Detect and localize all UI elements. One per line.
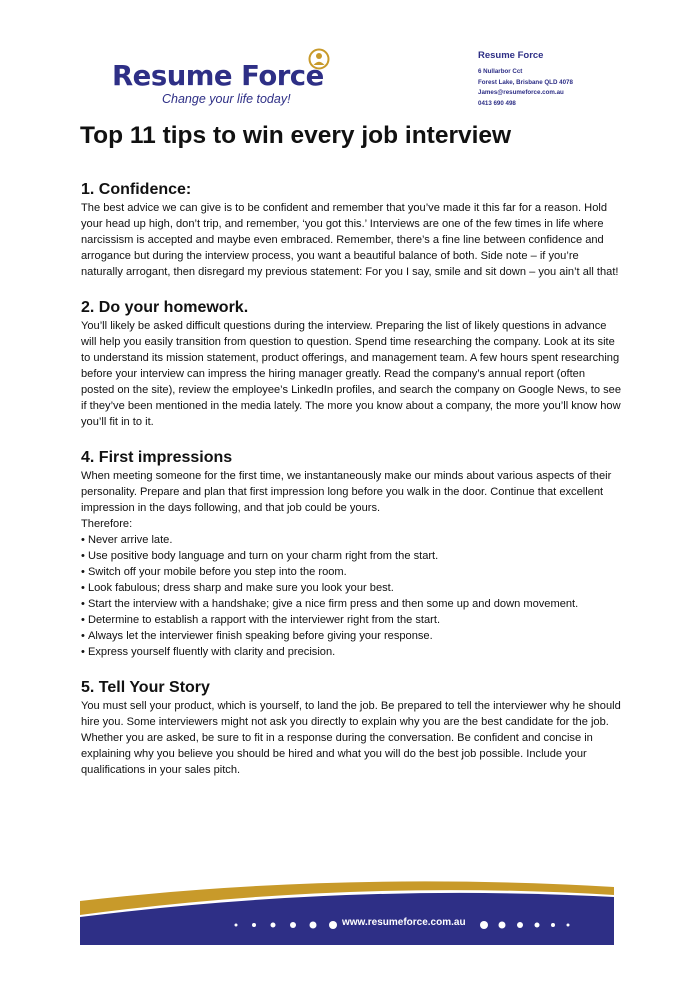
list-item: • Always let the interviewer finish speaking before giving your response. xyxy=(81,628,621,644)
section-paragraph: When meeting someone for the first time, we instantaneously make our minds about various aspects of their personality. Prepare and plan that first impression long before you walk in the door. Continue that excellent impression in the days following, and that job could be yours. xyxy=(81,470,612,514)
contact-block xyxy=(478,50,678,109)
section-confidence xyxy=(81,180,621,280)
footer-website-link[interactable]: www.resumeforce.com.au xyxy=(342,917,466,928)
list-item: • Use positive body language and turn on your charm right from the start. xyxy=(81,548,621,564)
footer-banner xyxy=(80,873,614,945)
footer-swoosh-graphic xyxy=(80,873,614,945)
contact-address-line2: Forest Lake, Brisbane QLD 4078 xyxy=(478,78,573,86)
section-heading: 5. Tell Your Story xyxy=(81,679,210,696)
section-first-impressions xyxy=(81,448,621,660)
list-intro: Therefore: xyxy=(81,518,133,530)
tips-bullet-list xyxy=(81,532,621,660)
section-tell-your-story xyxy=(81,678,621,778)
list-item: • Switch off your mobile before you step into the room. xyxy=(81,564,621,580)
list-item: • Determine to establish a rapport with the interviewer right from the start. xyxy=(81,612,621,628)
resume-force-logo xyxy=(112,48,342,110)
list-item: • Start the interview with a handshake; give a nice firm press and then some up and down movement. xyxy=(81,596,621,612)
contact-address-line1: 6 Nullarbor Cct xyxy=(478,68,523,75)
section-paragraph: You’ll likely be asked difficult questions during the interview. Preparing the list of likely questions in advance will help you easily transition from question to question. Spend time researching the company. Look at its site to understand its mission statement, product offerings, and management team. A few hours spent researching before your interview can impress the hiring manager greatly. Read the company’s annual report (often posted on the site), review the employee’s LinkedIn profiles, and search the company on Google News, to see if they’ve been mentioned in the media lately. The more you know about a company, the more you’ll know how you’ll fit in to it. xyxy=(81,320,622,428)
section-heading: 4. First impressions xyxy=(81,449,233,466)
section-paragraph: The best advice we can give is to be confident and remember that you’ve made it this far for a reason. Hold your head up high, don’t trip, and remember, ‘you got this.’ Interviews are one of the few times in life where narcissism is accepted and maybe even embraced. Remember, there’s a fine line between confidence and arrogance but during the interview process, you want a beautiful balance of both. Side note – if you’re naturally arrogant, then disregard my previous statement: For you I say, smile and sit down – you ain’t all that! xyxy=(81,202,619,278)
list-item: • Look fabulous; dress sharp and make sure you look your best. xyxy=(81,580,621,596)
logo-wordmark: Resume Force xyxy=(112,60,324,92)
logo-tagline: Change your life today! xyxy=(162,92,291,106)
list-item: • Never arrive late. xyxy=(81,532,621,548)
section-heading: 2. Do your homework. xyxy=(81,299,249,316)
section-heading: 1. Confidence: xyxy=(81,181,192,198)
contact-company: Resume Force xyxy=(478,50,544,61)
contact-email[interactable]: James@resumeforce.com.au xyxy=(478,89,564,96)
contact-phone: 0413 690 498 xyxy=(478,99,516,107)
document-title: Top 11 tips to win every job interview xyxy=(80,122,512,149)
section-paragraph: You must sell your product, which is yourself, to land the job. Be prepared to tell the interviewer why he should hire you. Some interviewers might not ask you directly to explain why you are the best candidate for the job. Whether you are asked, be sure to fit in a response during the conversation. Be confident and concise in explaining why you believe you should be hired and what you will do the best job possible. Include your qualifications in your sales pitch. xyxy=(81,700,621,776)
section-homework xyxy=(81,298,621,430)
document-body xyxy=(81,180,621,796)
list-item: • Express yourself fluently with clarity and precision. xyxy=(81,644,621,660)
